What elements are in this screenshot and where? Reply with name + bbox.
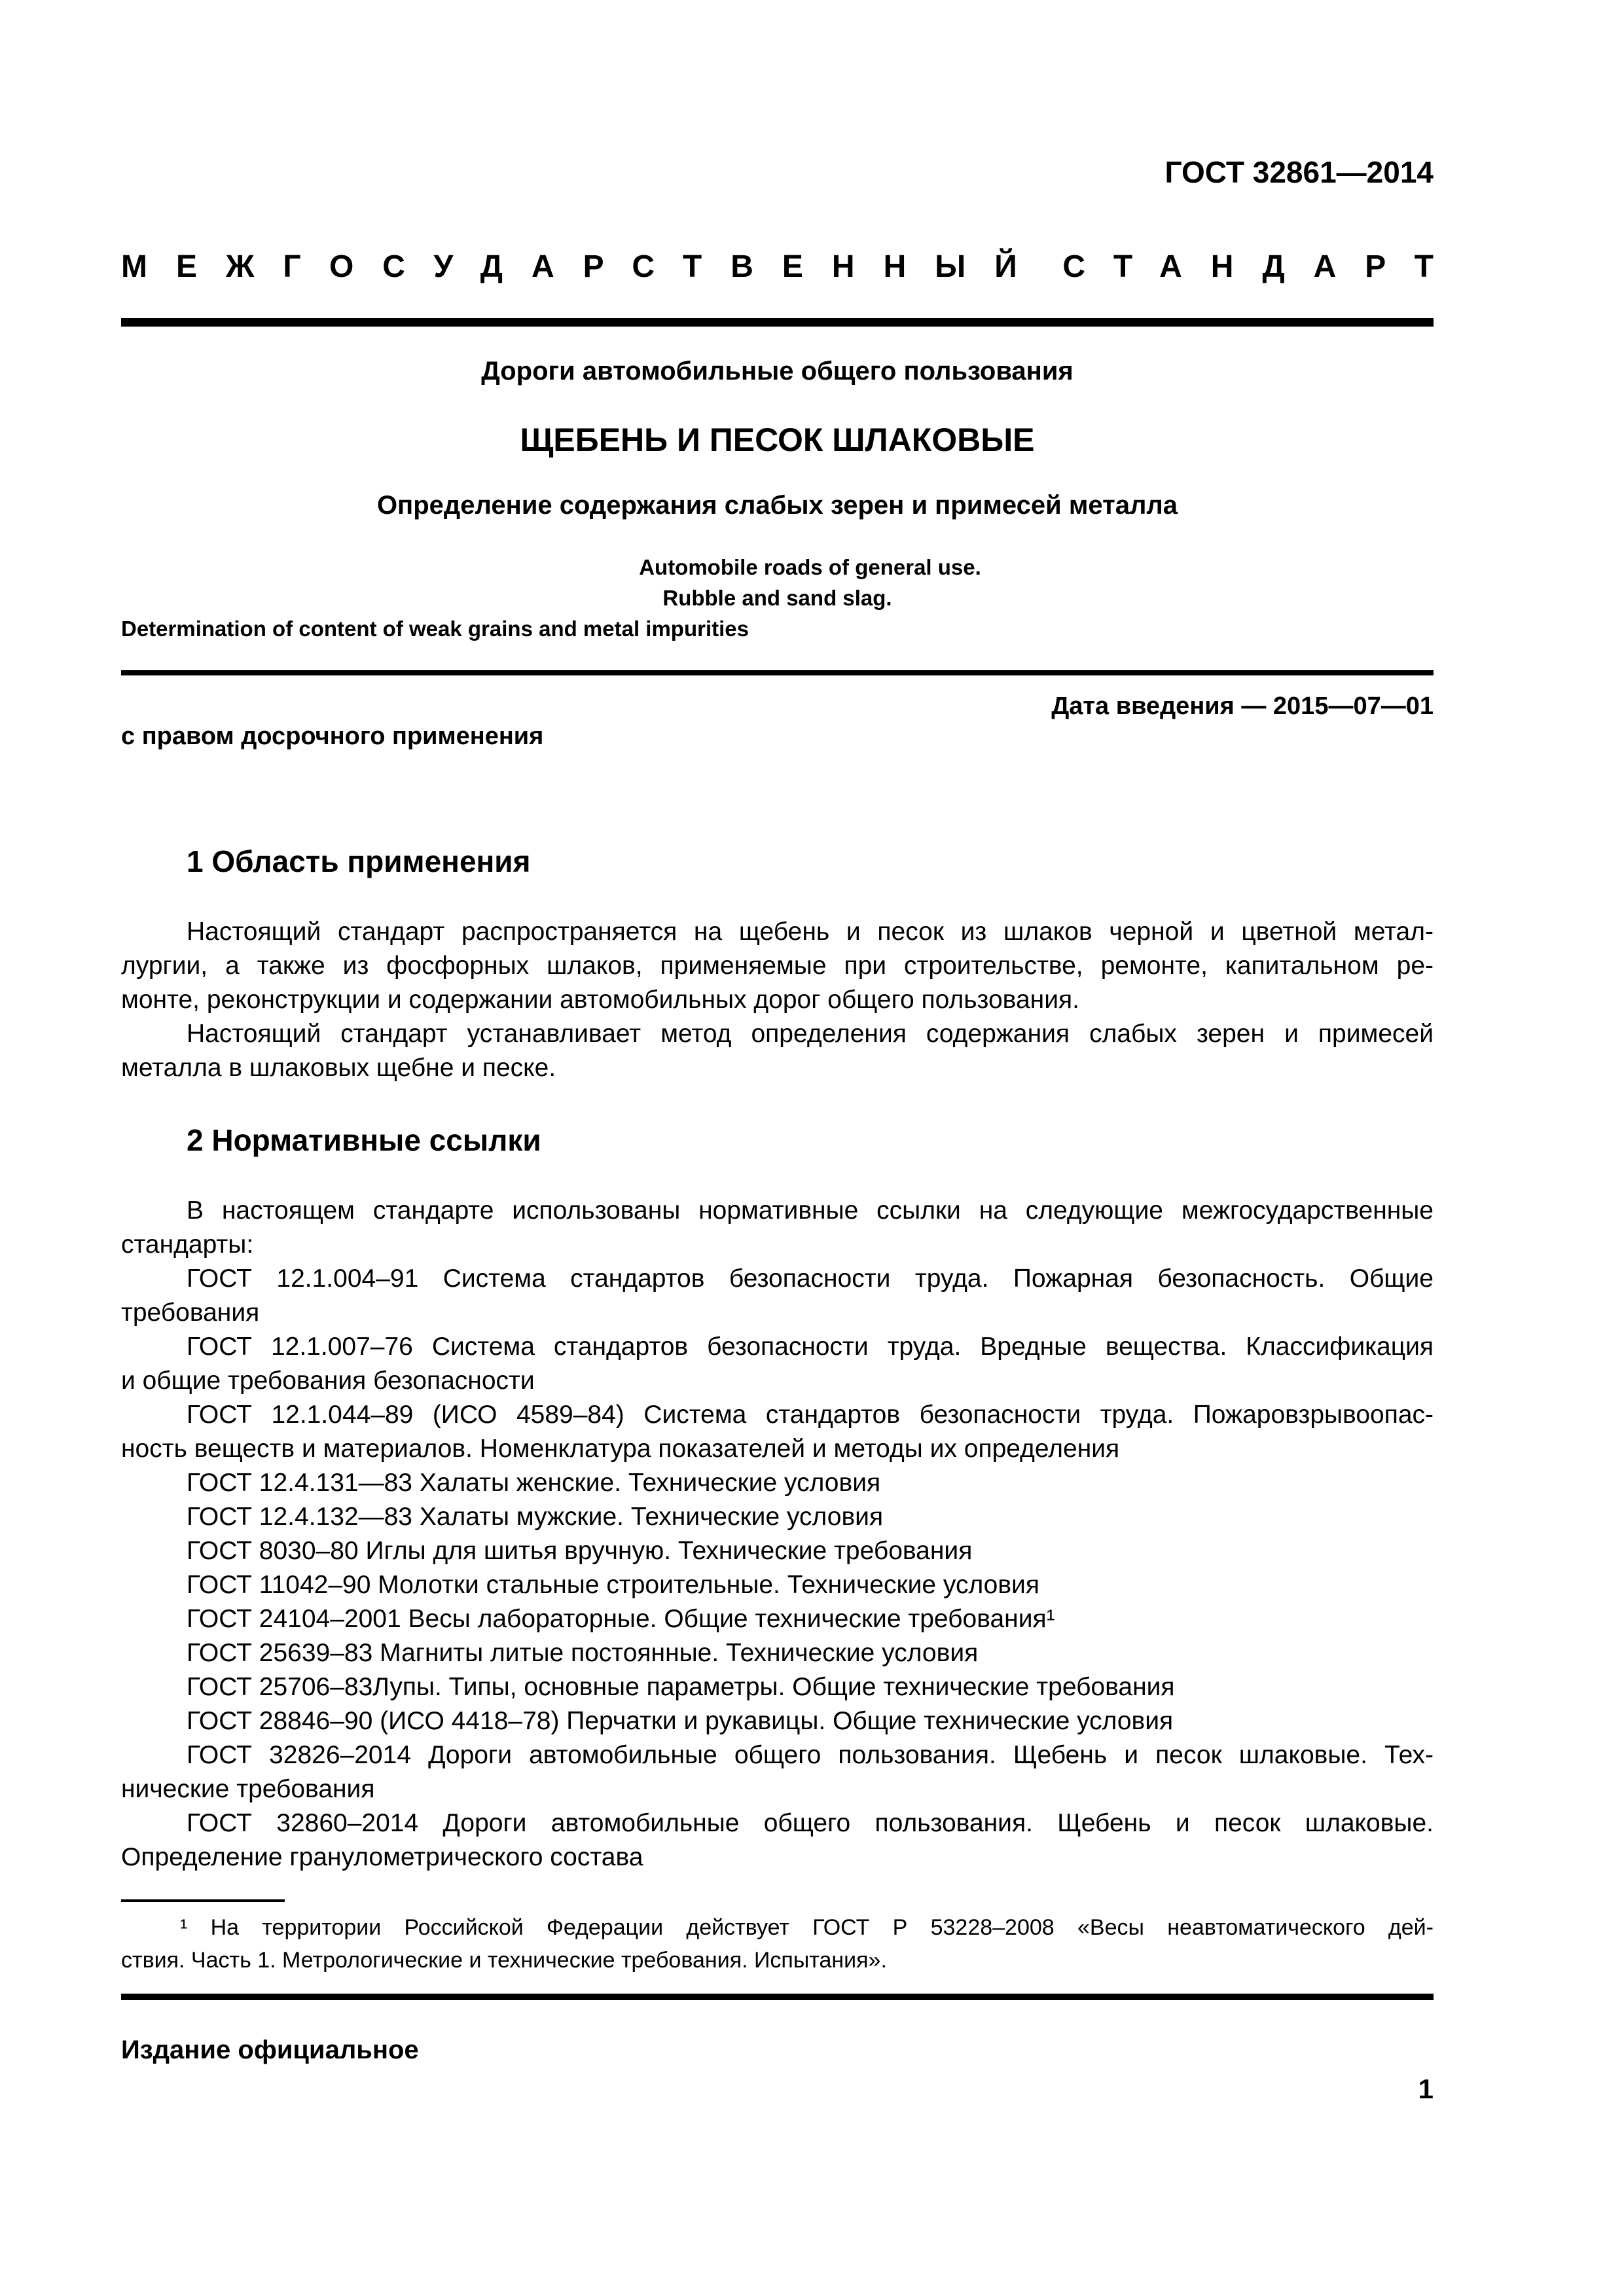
paragraph: [121, 915, 1434, 1017]
text-line: ГОСТ 25639–83 Магниты литые постоянные. Технические условия: [187, 1639, 979, 1667]
text-line: Настоящий стандарт устанавливает метод определения содержания слабых зерен и примесей: [187, 1020, 1434, 1048]
text-line: ГОСТ 12.4.132—83 Халаты мужские. Технические условия: [187, 1503, 884, 1531]
doc-number: ГОСТ 32861—2014: [1164, 155, 1434, 189]
text-line: металла в шлаковых щебне и песке.: [121, 1054, 556, 1082]
title-main: ЩЕБЕНЬ И ПЕСОК ШЛАКОВЫЕ: [520, 422, 1035, 458]
reference-item: [121, 1398, 1434, 1466]
text-line: Automobile roads of general use.: [639, 555, 981, 579]
document-body: [121, 843, 1434, 1874]
reference-item: [121, 1466, 1434, 1500]
reference-item: [121, 1534, 1434, 1568]
text-line: и общие требования безопасности: [121, 1367, 535, 1395]
reference-item: [121, 1704, 1434, 1738]
banner-word-left: МЕЖГОСУДАРСТВЕННЫЙ: [121, 249, 1046, 284]
text-line: ГОСТ 28846–90 (ИСО 4418–78) Перчатки и рукавицы. Общие технические условия: [187, 1707, 1174, 1735]
effective-date-block: [121, 691, 1434, 751]
reference-item: [121, 1806, 1434, 1874]
footer-rule: [121, 1994, 1434, 2000]
reference-item: [121, 1602, 1434, 1636]
title-subject: Дороги автомобильные общего пользования: [481, 357, 1074, 386]
edition-note: Издание официальное: [121, 2036, 419, 2064]
text-line: Определение гранулометрического состава: [121, 1843, 643, 1871]
text-line: ГОСТ 32860–2014 Дороги автомобильные общего пользования. Щебень и песок шлаковые.: [187, 1809, 1434, 1837]
references-intro-paragraph: [121, 1194, 1434, 1262]
text-line: ГОСТ 25706–83Лупы. Типы, основные параметры. Общие технические требования: [187, 1673, 1175, 1701]
text-line: Настоящий стандарт распространяется на щебень и песок из шлаков черной и цветной метал-: [187, 918, 1434, 946]
text-line: монте, реконструкции и содержании автомобильных дорог общего пользования.: [121, 986, 1079, 1014]
page-number: 1: [1418, 2073, 1434, 2104]
reference-item: [121, 1636, 1434, 1670]
section-2-heading: 2 Нормативные ссылки: [187, 1123, 541, 1157]
text-line: ГОСТ 32826–2014 Дороги автомобильные общего пользования. Щебень и песок шлаковые. Тех-: [187, 1741, 1434, 1769]
reference-item: [121, 1262, 1434, 1330]
text-line: с правом досрочного применения: [121, 723, 544, 750]
text-line: ГОСТ 12.4.131—83 Халаты женские. Технические условия: [187, 1469, 881, 1497]
text-line: Дата введения — 2015—07—01: [1051, 692, 1434, 720]
text-line: ствия. Часть 1. Метрологические и технические требования. Испытания».: [121, 1948, 887, 1973]
text-line: ГОСТ 12.1.044–89 (ИСО 4589–84) Система стандартов безопасности труда. Пожаровзрывоопас-: [187, 1401, 1434, 1429]
text-line: требования: [121, 1299, 260, 1327]
text-line: стандарты:: [121, 1230, 254, 1259]
text-line: ность веществ и материалов. Номенклатура показателей и методы их определения: [121, 1435, 1120, 1463]
footnote-separator: [121, 1899, 285, 1902]
text-line: Determination of content of weak grains and metal impurities: [121, 617, 749, 641]
text-line: ГОСТ 11042–90 Молотки стальные строительные. Технические условия: [187, 1571, 1039, 1599]
text-line: лургии, а также из фосфорных шлаков, применяемые при строительстве, ремонте, капитальном ре-: [121, 952, 1434, 980]
interstate-standard-banner: [121, 249, 1462, 285]
text-line: ¹ На территории Российской Федерации действует ГОСТ Р 53228–2008 «Весы неавтоматического дей-: [180, 1915, 1434, 1940]
title-english: [121, 552, 1434, 644]
paragraph: [121, 1017, 1434, 1085]
text-line: ГОСТ 12.1.007–76 Система стандартов безопасности труда. Вредные вещества. Классификация: [187, 1333, 1434, 1361]
reference-item: [121, 1670, 1434, 1704]
text-line: Rubble and sand slag.: [662, 586, 892, 610]
banner-rule: [121, 318, 1434, 327]
footnote: [121, 1911, 1434, 1977]
section-1-heading: 1 Область применения: [187, 844, 531, 878]
reference-item: [121, 1738, 1434, 1806]
text-line: ГОСТ 12.1.004–91 Система стандартов безопасности труда. Пожарная безопасность. Общие: [187, 1265, 1434, 1293]
text-line: нические требования: [121, 1775, 375, 1803]
text-line: ГОСТ 24104–2001 Весы лабораторные. Общие технические требования¹: [187, 1605, 1055, 1633]
reference-item: [121, 1568, 1434, 1602]
text-line: В настоящем стандарте использованы нормативные ссылки на следующие межгосударственные: [187, 1196, 1434, 1225]
intro-rule: [121, 670, 1434, 675]
banner-word-right: СТАНДАРТ: [1062, 249, 1462, 284]
text-line: ГОСТ 8030–80 Иглы для шитья вручную. Технические требования: [187, 1537, 973, 1565]
title-subtitle: Определение содержания слабых зерен и примесей металла: [376, 491, 1178, 520]
reference-item: [121, 1330, 1434, 1398]
reference-item: [121, 1500, 1434, 1534]
